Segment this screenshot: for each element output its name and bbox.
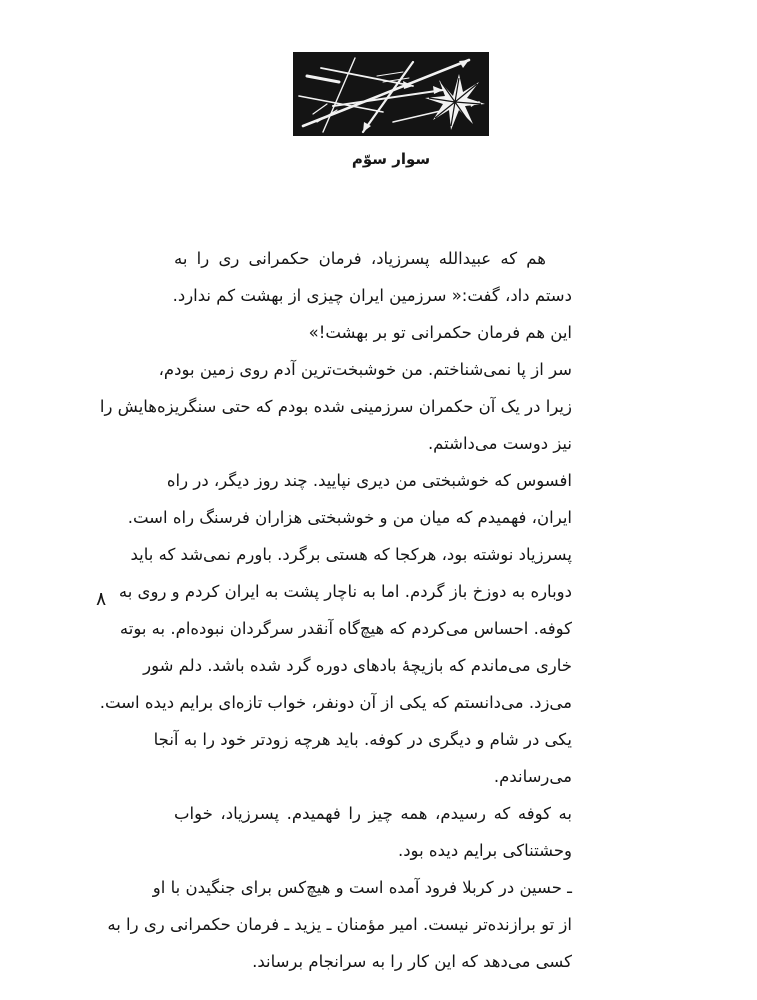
text-line: هم که عبیدالله پسرزیاد، فرمان حکمرانی ری را به xyxy=(174,249,546,268)
body-text xyxy=(99,240,572,980)
text-line: از تو برازنده‌تر نیست. امیر مؤمنان ـ یزید ـ فرمان حکمرانی ری را به xyxy=(107,915,572,934)
text-line: کوفه. احساس می‌کردم که هیچ‌گاه آنقدر سرگردان نبوده‌ام. به بوته xyxy=(119,619,572,638)
text-line: نیز دوست می‌داشتم. xyxy=(427,434,572,453)
text-line: می‌زد. می‌دانستم که یکی از آن دونفر، خواب تازه‌ای برایم دیده است. xyxy=(99,693,572,712)
text-line: ـ حسین در کربلا فرود آمده است و هیچ‌کس برای جنگیدن با او xyxy=(152,878,572,897)
text-line: خاری می‌ماندم که بازیچهٔ بادهای دوره گرد شده باشد. دلم شور xyxy=(143,656,572,675)
chapter-ornament-woodcut xyxy=(293,52,489,136)
text-line: یکی در شام و دیگری در کوفه. باید هرچه زودتر خود را به آنجا xyxy=(153,730,572,749)
text-line: دستم داد، گفت:« سرزمین ایران چیزی از بهشت کم ندارد. xyxy=(172,286,572,305)
text-line: این هم فرمان حکمرانی تو بر بهشت!» xyxy=(308,323,572,342)
text-line: دوباره به دوزخ باز گردم. اما به ناچار پشت به ایران کردم و روی به xyxy=(118,582,572,601)
page-number: ۸ xyxy=(96,588,107,610)
paragraph xyxy=(174,795,572,869)
text-line: پسرزیاد نوشته بود، هرکجا که هستی برگرد. باورم نمی‌شد که باید xyxy=(130,545,572,564)
text-line: می‌رساندم. xyxy=(493,767,572,786)
woodcut-weapons-and-leaf-icon xyxy=(293,52,489,136)
paragraph xyxy=(99,351,572,462)
text-line: زیرا در یک آن حکمران سرزمینی شده بودم که حتی سنگریزه‌هایش را xyxy=(99,397,572,416)
text-line: سر از پا نمی‌شناختم. من خوشبخت‌ترین آدم روی زمین بودم، xyxy=(158,360,572,379)
text-line: به کوفه که رسیدم، همه چیز را فهمیدم. پسرزیاد، خواب xyxy=(174,804,572,823)
paragraph xyxy=(99,536,572,795)
text-line: ایران، فهمیدم که میان من و خوشبختی هزاران فرسنگ راه است. xyxy=(127,508,572,527)
text-line: وحشتناکی برایم دیده بود. xyxy=(397,841,572,860)
text-line: کسی می‌دهد که این کار را به سرانجام برساند. xyxy=(252,952,572,971)
paragraph xyxy=(174,240,572,351)
paragraph xyxy=(127,462,572,536)
paragraph xyxy=(107,869,572,980)
text-line: افسوس که خوشبختی من دیری نپایید. چند روز دیگر، در راه xyxy=(166,471,572,490)
chapter-title: سوار سوّم xyxy=(351,150,431,168)
